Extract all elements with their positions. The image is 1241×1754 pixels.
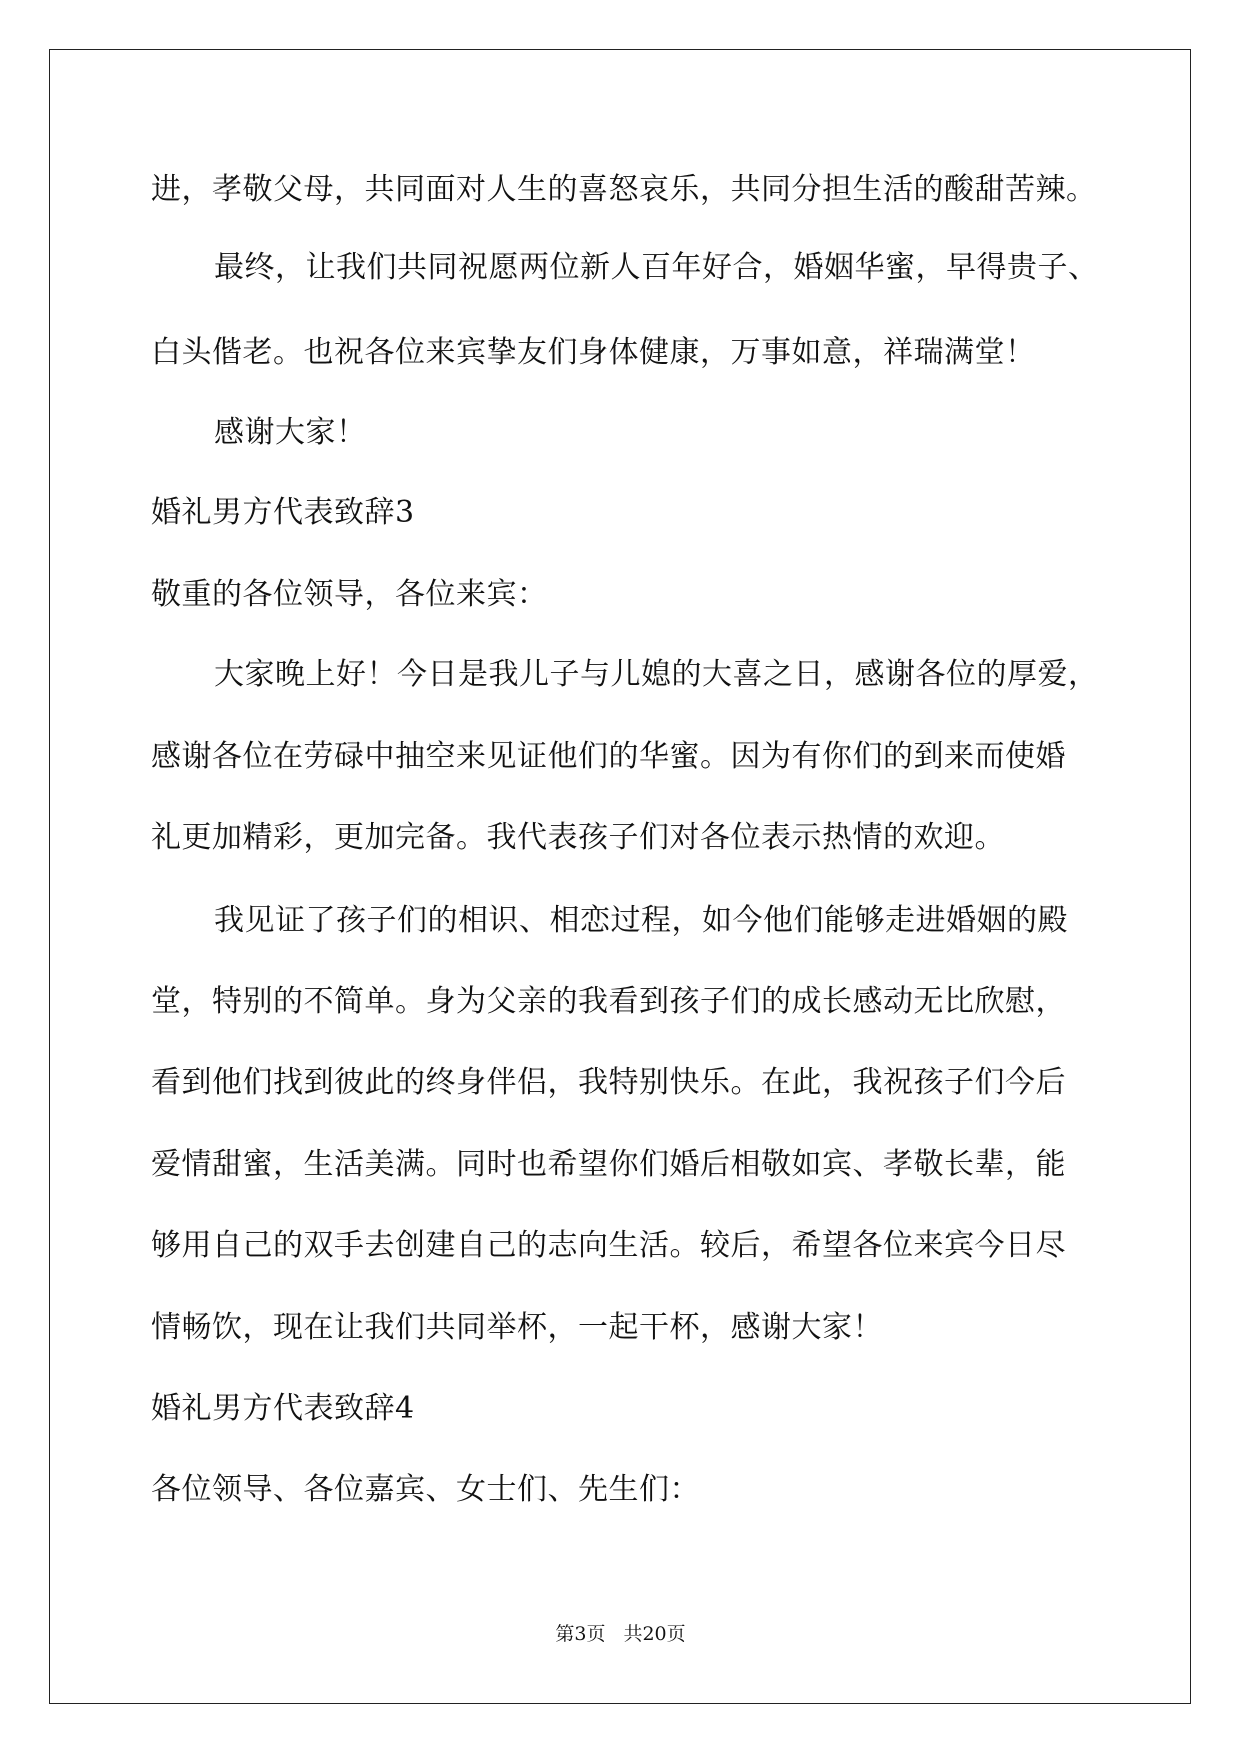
paragraph-line: 我见证了孩子们的相识、相恋过程，如今他们能够走进婚姻的殿 [214, 903, 1068, 938]
paragraph-line: 最终，让我们共同祝愿两位新人百年好合，婚姻华蜜，早得贵子、 [214, 250, 1099, 285]
page-border [49, 49, 1191, 1704]
paragraph-line: 礼更加精彩，更加完备。我代表孩子们对各位表示热情的欢迎。 [151, 820, 1005, 855]
paragraph-line: 感谢大家！ [214, 415, 367, 450]
paragraph-line: 进，孝敬父母，共同面对人生的喜怒哀乐，共同分担生活的酸甜苦辣。 [151, 172, 1097, 207]
paragraph-line: 爱情甜蜜，生活美满。同时也希望你们婚后相敬如宾、孝敬长辈，能 [151, 1147, 1066, 1182]
section-heading: 婚礼男方代表致辞3 [151, 495, 415, 530]
paragraph-line: 情畅饮，现在让我们共同举杯，一起干杯，感谢大家！ [151, 1310, 883, 1345]
page-footer [0, 1622, 1241, 1646]
paragraph-line: 白头偕老。也祝各位来宾挚友们身体健康，万事如意，祥瑞满堂！ [151, 335, 1036, 370]
paragraph-line: 大家晚上好！今日是我儿子与儿媳的大喜之日，感谢各位的厚爱， [214, 657, 1099, 692]
page-total: 共20页 [623, 1623, 686, 1645]
page-number: 第3页 [555, 1623, 606, 1645]
paragraph-line: 看到他们找到彼此的终身伴侣，我特别快乐。在此，我祝孩子们今后 [151, 1065, 1066, 1100]
section-heading: 婚礼男方代表致辞4 [151, 1391, 415, 1426]
paragraph-line: 够用自己的双手去创建自己的志向生活。较后，希望各位来宾今日尽 [151, 1228, 1066, 1263]
salutation-line: 敬重的各位领导，各位来宾： [151, 577, 548, 612]
paragraph-line: 堂，特别的不简单。身为父亲的我看到孩子们的成长感动无比欣慰， [151, 984, 1066, 1019]
salutation-line: 各位领导、各位嘉宾、女士们、先生们： [151, 1472, 700, 1507]
paragraph-line: 感谢各位在劳碌中抽空来见证他们的华蜜。因为有你们的到来而使婚 [151, 739, 1066, 774]
